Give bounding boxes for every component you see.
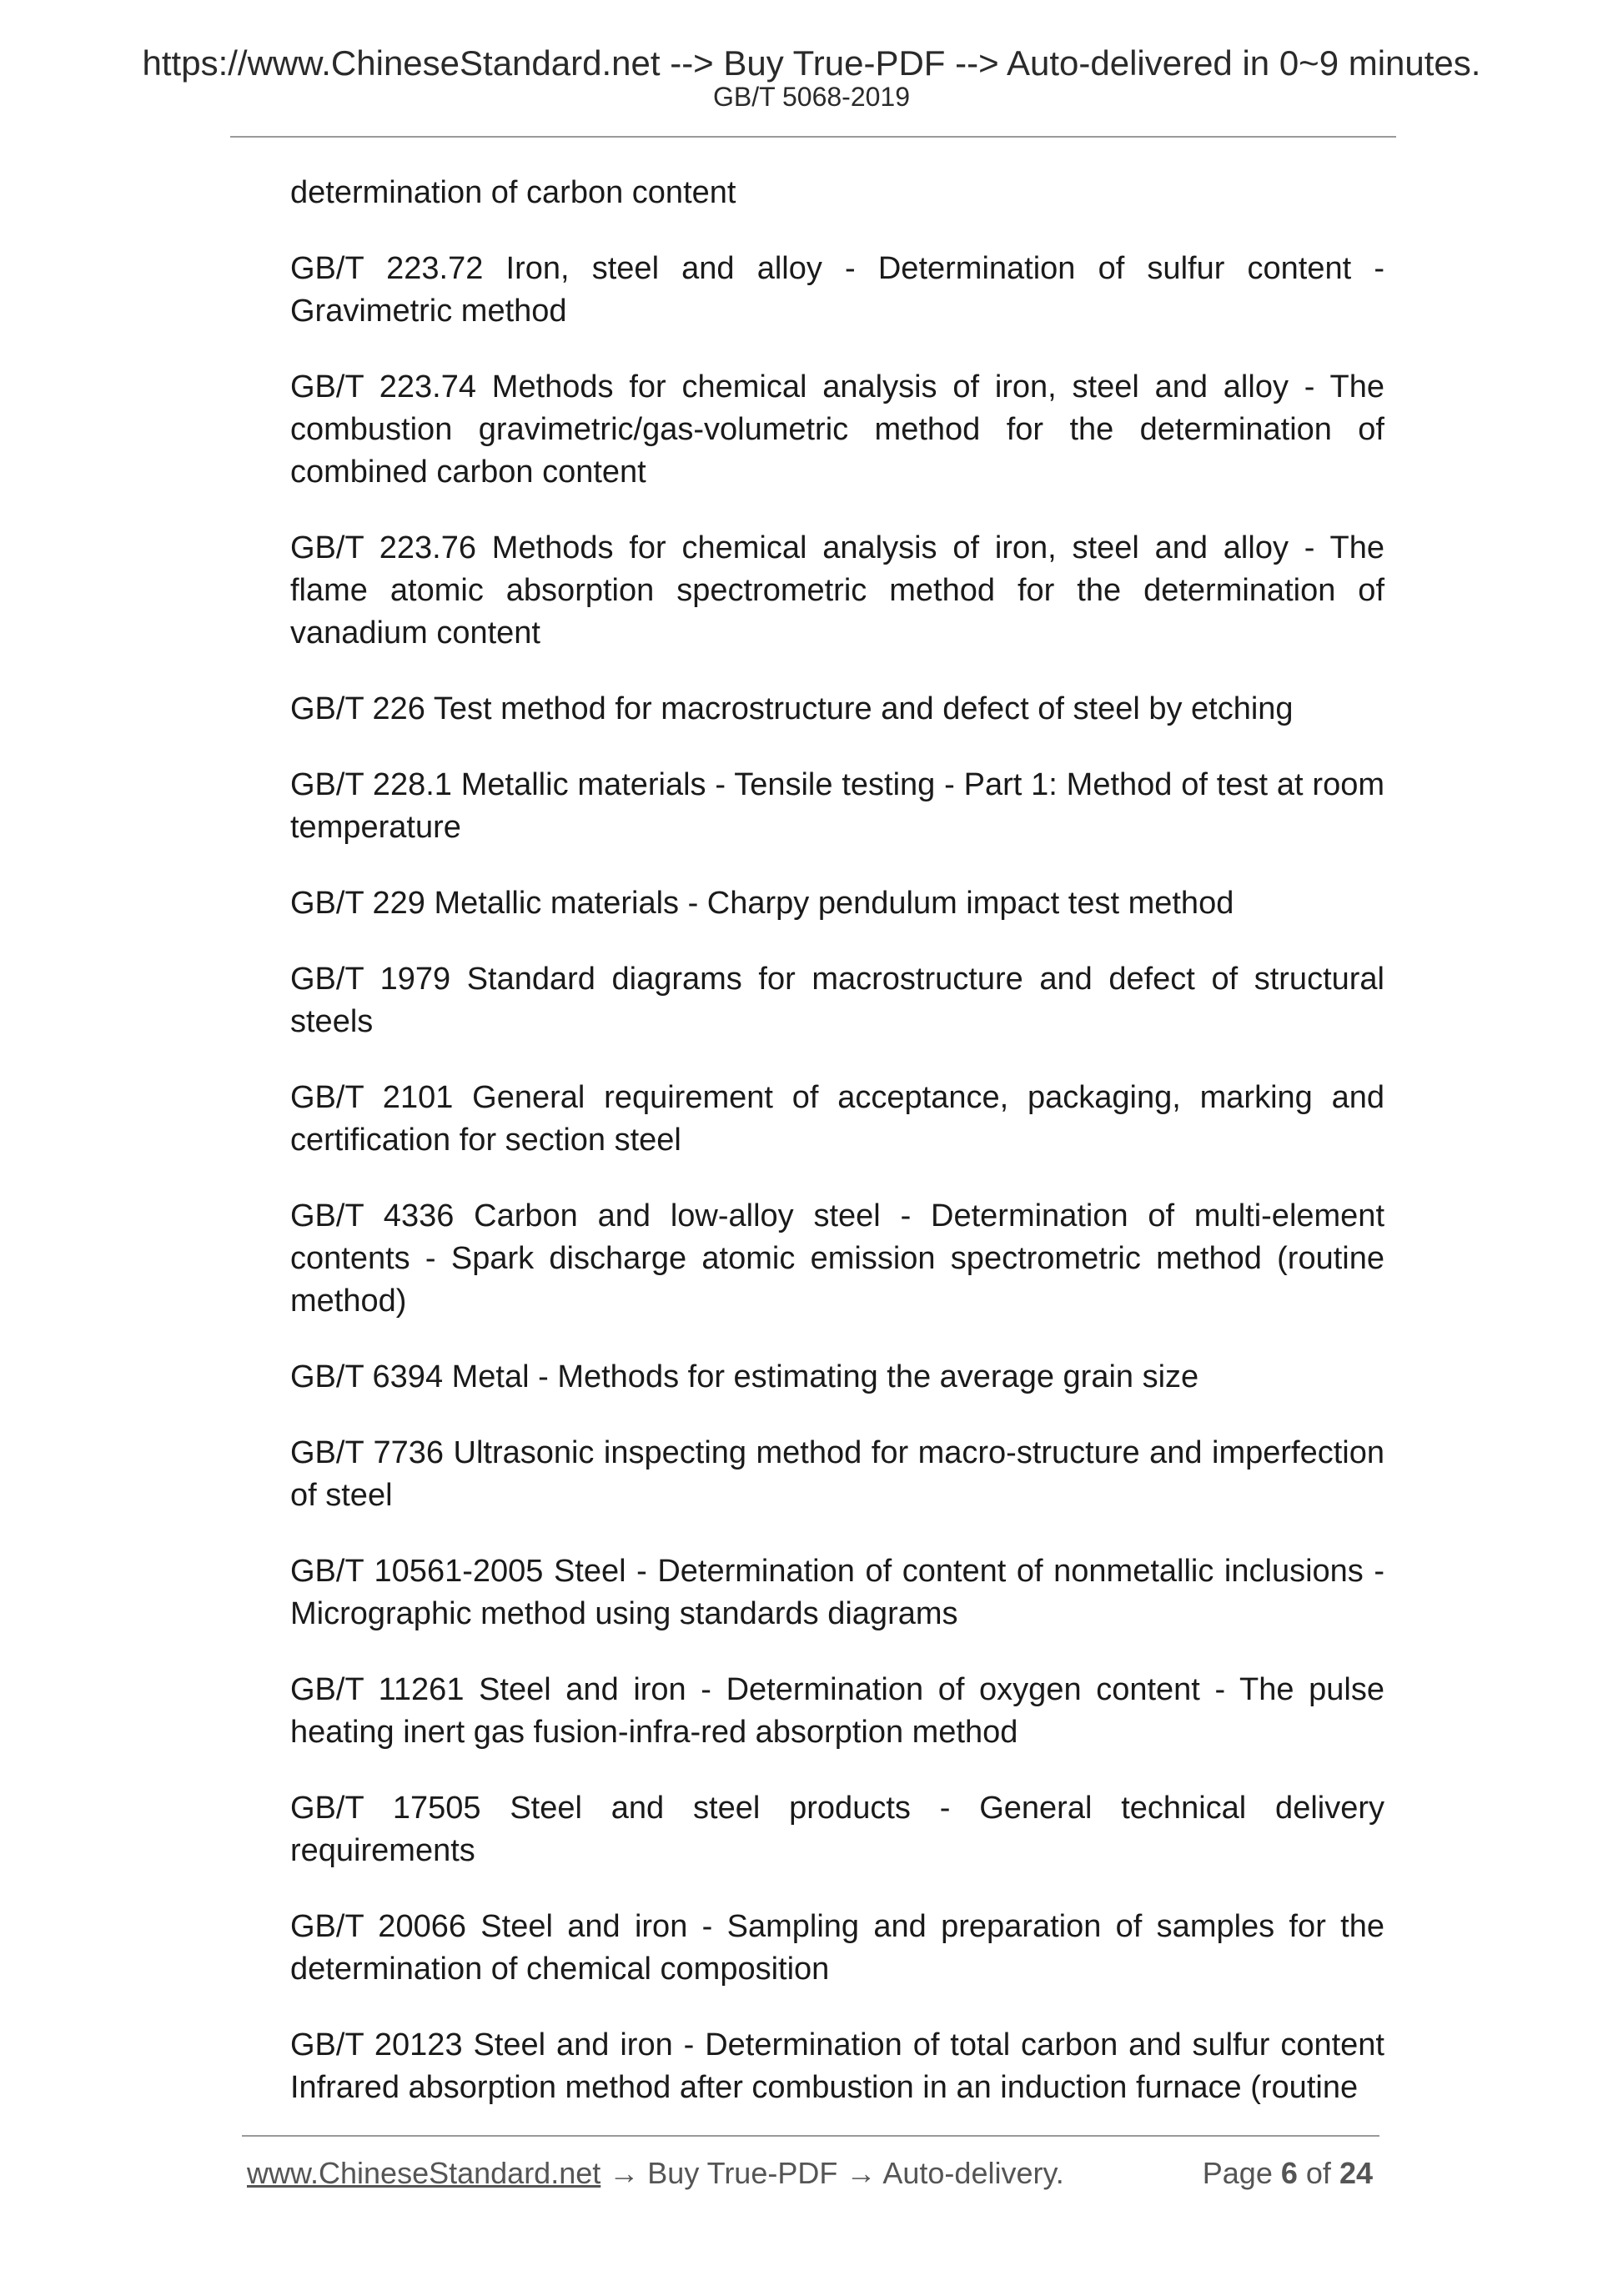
reference-entry: GB/T 223.74 Methods for chemical analysis of iron, steel and alloy - The combustion gravimetric/gas-volumetric method for the determination of combined carbon content bbox=[290, 369, 1384, 490]
footer-promo bbox=[247, 2152, 1064, 2195]
page-footer bbox=[247, 2152, 1373, 2195]
delivery-text: Auto-delivery. bbox=[882, 2156, 1064, 2190]
reference-entry: GB/T 6394 Metal - Methods for estimating the average grain size bbox=[290, 1359, 1199, 1394]
arrow-right-icon: → bbox=[609, 2156, 640, 2190]
normative-references-list bbox=[290, 172, 1384, 2143]
reference-entry: GB/T 7736 Ultrasonic inspecting method for macro-structure and imperfection of steel bbox=[290, 1435, 1384, 1513]
header-url-banner: https://www.ChineseStandard.net --> Buy True-PDF --> Auto-delivered in 0~9 minutes. bbox=[142, 43, 1481, 83]
document-code: GB/T 5068-2019 bbox=[712, 82, 910, 112]
page-of: of bbox=[1305, 2156, 1331, 2190]
reference-entry: GB/T 10561-2005 Steel - Determination of content of nonmetallic inclusions - Micrographic method using standards diagrams bbox=[290, 1554, 1384, 1631]
arrow-right-icon: → bbox=[846, 2156, 877, 2190]
reference-entry: GB/T 223.72 Iron, steel and alloy - Determination of sulfur content - Gravimetric method bbox=[290, 251, 1384, 329]
page-total: 24 bbox=[1339, 2156, 1373, 2190]
reference-entry: GB/T 17505 Steel and steel products - General technical delivery requirements bbox=[290, 1791, 1384, 1868]
page-current: 6 bbox=[1280, 2156, 1298, 2190]
reference-entry: GB/T 2101 General requirement of acceptance, packaging, marking and certification for section steel bbox=[290, 1080, 1384, 1158]
page-indicator bbox=[1203, 2152, 1373, 2195]
footer-divider bbox=[242, 2135, 1379, 2137]
page-label: Page bbox=[1202, 2156, 1273, 2190]
header-divider bbox=[230, 136, 1396, 138]
reference-entry: GB/T 228.1 Metallic materials - Tensile testing - Part 1: Method of test at room temperature bbox=[290, 767, 1384, 845]
reference-entry: GB/T 229 Metallic materials - Charpy pendulum impact test method bbox=[290, 886, 1234, 921]
reference-entry: GB/T 226 Test method for macrostructure and defect of steel by etching bbox=[290, 691, 1294, 726]
reference-entry: GB/T 11261 Steel and iron - Determination of oxygen content - The pulse heating inert gas fusion-infra-red absorption method bbox=[290, 1672, 1384, 1750]
reference-entry: GB/T 223.76 Methods for chemical analysis of iron, steel and alloy - The flame atomic absorption spectrometric method for the determination of vanadium content bbox=[290, 530, 1384, 651]
reference-entry: GB/T 20123 Steel and iron - Determination of total carbon and sulfur content Infrared absorption method after combustion in an induction furnace (routine bbox=[290, 2027, 1384, 2105]
reference-entry: GB/T 4336 Carbon and low-alloy steel - Determination of multi-element contents - Spark discharge atomic emission spectrometric method (routine method) bbox=[290, 1198, 1384, 1319]
site-link[interactable]: www.ChineseStandard.net bbox=[247, 2156, 601, 2190]
reference-entry: GB/T 1979 Standard diagrams for macrostructure and defect of structural steels bbox=[290, 962, 1384, 1039]
reference-entry: GB/T 20066 Steel and iron - Sampling and preparation of samples for the determination of chemical composition bbox=[290, 1909, 1384, 1987]
buy-text: Buy True-PDF bbox=[647, 2156, 838, 2190]
continued-entry-text: determination of carbon content bbox=[290, 175, 736, 210]
